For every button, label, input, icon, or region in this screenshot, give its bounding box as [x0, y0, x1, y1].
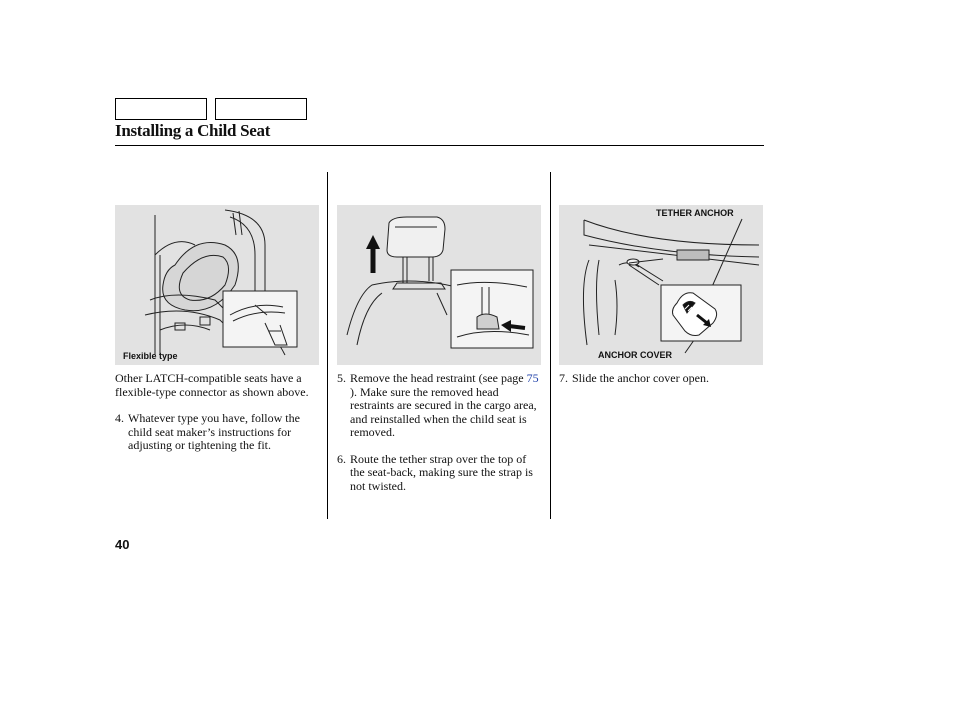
tether-anchor-label: TETHER ANCHOR: [656, 208, 734, 218]
column-3-text: [559, 372, 764, 386]
page-number: 40: [115, 537, 130, 552]
step-5: [337, 372, 542, 440]
step-text: [350, 372, 542, 440]
step-number: 7.: [559, 371, 568, 385]
step-4: [115, 412, 320, 453]
nav-tab-1[interactable]: [115, 98, 207, 120]
nav-tab-2[interactable]: [215, 98, 307, 120]
column-divider: [327, 172, 328, 519]
step-6: [337, 453, 542, 494]
tether-anchor-illustration: [559, 205, 763, 365]
title-divider: [115, 145, 764, 146]
flexible-connector-illustration: [115, 205, 319, 365]
page-title: Installing a Child Seat: [115, 121, 271, 140]
step-number: 4.: [115, 411, 124, 425]
child-seat-drawing: [115, 205, 319, 365]
head-restraint-drawing: [337, 205, 541, 365]
column-2-text: [337, 372, 542, 493]
step-text: Route the tether strap over the top of the seat-back, making sure the strap is not twisted.: [350, 451, 533, 493]
step-text: Whatever type you have, follow the child seat maker’s instructions for adjusting or tightening the fit.: [128, 411, 300, 452]
column-1-text: [115, 372, 320, 453]
step-text-end: ). Make sure the removed head restraints are secured in the cargo area, and reinstalled when the child seat is removed.: [350, 384, 537, 439]
tether-anchor-drawing: [559, 205, 763, 365]
step-7: [559, 372, 764, 386]
column-divider: [550, 172, 551, 519]
step-number: 5.: [337, 371, 346, 385]
intro-paragraph: Other LATCH-compatible seats have a flexible-type connector as shown above.: [115, 371, 309, 399]
step-text: Slide the anchor cover open.: [572, 371, 709, 385]
head-restraint-illustration: [337, 205, 541, 365]
anchor-cover-label: ANCHOR COVER: [598, 350, 673, 360]
figure-caption: Flexible type: [123, 351, 178, 361]
step-text-start: Remove the head restraint (see page: [350, 371, 524, 385]
page-reference-link[interactable]: 75: [526, 371, 539, 385]
step-number: 6.: [337, 451, 346, 466]
